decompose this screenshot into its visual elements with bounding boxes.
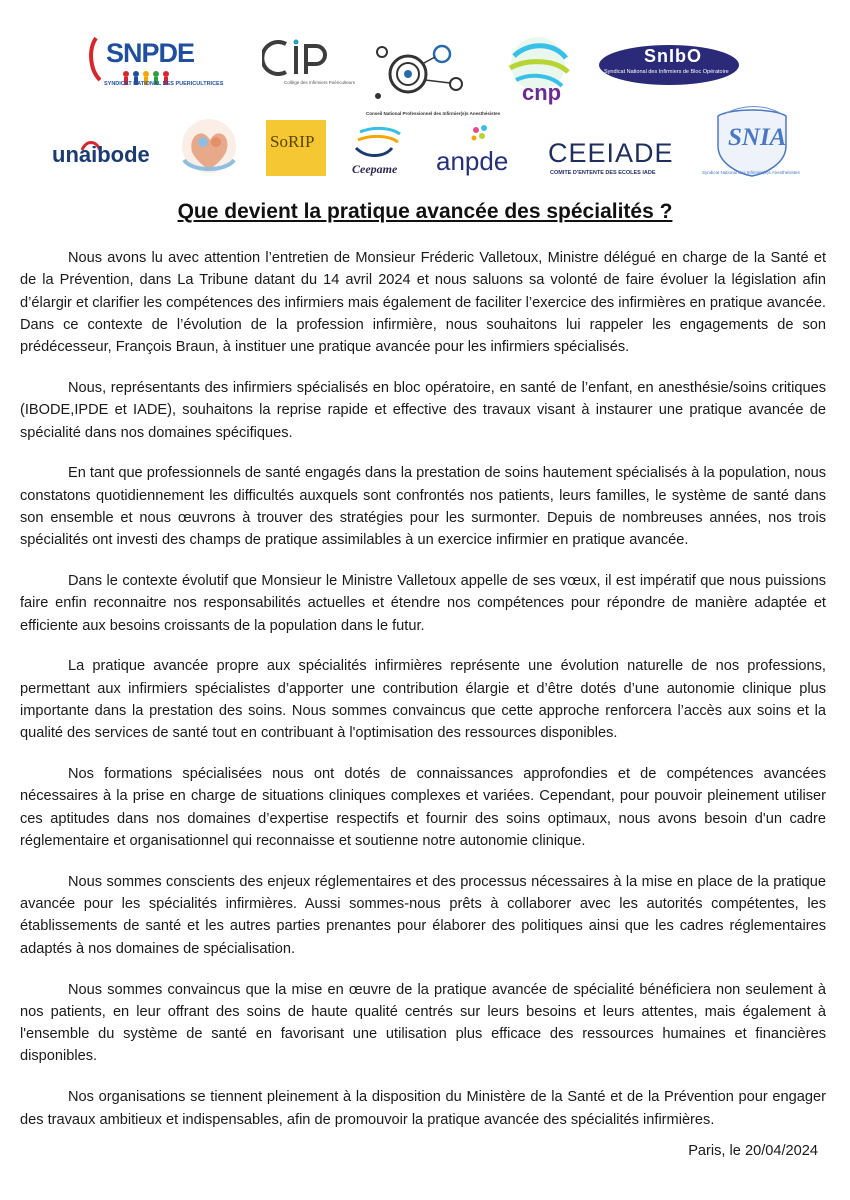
signature-date: Paris, le 20/04/2024	[688, 1143, 818, 1159]
swoosh-icon	[346, 124, 412, 164]
ceeiade-logo-name: CEEIADE	[548, 138, 674, 168]
cip-logo-subtitle: Collège des Infirmiers Puériculteurs	[284, 80, 356, 85]
cnp-logo	[494, 34, 578, 110]
sorip-logo-name: SoRIP	[270, 132, 315, 151]
unaibode-logo	[52, 138, 162, 168]
snia-logo-subtitle: Syndicat National des Infirmier(e)s Anesthésistes	[702, 170, 800, 175]
paragraph-8: Nous sommes convaincus que la mise en œuvre de la pratique avancée de spécialité bénéficiera non seulement à nos patients, en leur offrant des soins de haute qualité centrés sur leurs besoins et leurs attentes, mais également à l'ensemble du système de santé en favorisant une utilisation plus efficace des ressources humaines et financières disponibles.	[20, 981, 826, 1065]
anpde-logo	[436, 124, 522, 180]
hands-heart-logo	[178, 112, 240, 184]
anpde-dots-icon	[436, 124, 522, 148]
paragraph-3: En tant que professionnels de santé engagés dans la prestation de soins hautement spécialisés à la population, nous constatons quotidiennement les difficultés auxquels sont confrontés nos patients, leurs familles, le système de santé dans son ensemble et nous œuvrons à trouver des stratégies pour les surmonter. Depuis de nombreuses années, nos trois spécialités ont investi des champs de pratique assimilables à un exercice infirmier en pratique avancée.	[20, 465, 826, 549]
sorip-logo	[266, 120, 326, 176]
snpde-logo-subtitle: SYNDICAT NATIONAL DES PUERICULTRICES	[104, 81, 224, 87]
paragraph-4: Dans le contexte évolutif que Monsieur le Ministre Valletoux appelle de ses vœux, il est impératif que nous puissions faire enfin reconnaitre nos responsabilités actuelles et étendre nos compétences pour répondre de manière adaptée et efficiente aux besoins croissants de la population dans le futur.	[20, 573, 826, 634]
cnp-logo-name: cnp	[522, 80, 562, 105]
cnp-ia-logo-subtitle: Conseil National Professionnel des Infirmier(e)s Anesthésistes	[366, 111, 501, 116]
letter-body	[20, 247, 826, 1149]
ceeiade-logo-subtitle: COMITE D'ENTENTE DES ECOLES IADE	[550, 170, 656, 176]
snia-logo-name: SNIA	[728, 124, 787, 151]
snpde-logo-name: SNPDE	[106, 38, 195, 68]
paragraph-9: Nos organisations se tiennent pleinement à la disposition du Ministère de la Santé et de la Prévention pour engager des travaux ambitieux et indispensables, afin de promouvoir la pratique avancée des spécialités infirmières.	[20, 1089, 826, 1128]
paragraph-6: Nos formations spécialisées nous ont dotés de connaissances approfondies et de compétences avancées nécessaires à la prise en charge de situations cliniques complexes et variées. Cependant, pour pouvoir pleinement utiliser ces aptitudes dans nos domaines d’expertise respectifs et fournir des soins optimaux, nous avons besoin d'un cadre réglementaire et organisationnel qui reconnaisse et soutienne notre autonomie clinique.	[20, 766, 826, 850]
paragraph-7: Nous sommes conscients des enjeux réglementaires et des processus nécessaires à la mise en place de la pratique avancée pour les spécialités infirmières. Aussi sommes-nous prêts à collaborer avec les autorités compétentes, les établissements de santé et les autres parties prenantes pour élaborer des politiques ainsi que les cadres réglementaires adaptés à nos domaines de spécialisation.	[20, 873, 826, 957]
paragraph-1: Nous avons lu avec attention l’entretien de Monsieur Fréderic Valletoux, Ministre délégué en charge de la Santé et de la Prévention, dans La Tribune datant du 14 avril 2024 et nous saluons sa volonté de faire évoluer la législation afin d’élargir et clarifier les compétences des infirmiers mais également de faciliter l’exercice des infirmières en pratique avancée. Dans ce contexte de l’évolution de la profession infirmière, nous souhaitons lui rappeler les engagements de son prédécesseur, François Braun, à instituer une pratique avancée pour les infirmiers spécialisés.	[20, 250, 826, 356]
ceeiade-logo	[548, 138, 682, 182]
snpde-logo	[86, 30, 224, 92]
logo-banner	[0, 0, 850, 195]
ceepame-logo	[346, 124, 412, 180]
snibo-logo-subtitle: Syndicat National des Infirmiers de Bloc Opératoire	[604, 69, 729, 75]
anpde-logo-name: anpde	[436, 146, 509, 176]
page-title: Que devient la pratique avancée des spécialités ?	[177, 200, 673, 223]
ceepame-logo-name: Ceepame	[352, 162, 398, 176]
cip-logo	[262, 38, 356, 90]
paragraph-5: La pratique avancée propre aux spécialités infirmières représente une évolution naturelle de nos professions, permettant aux infirmiers spécialistes d’apporter une contribution élargie et d’être dotés d’une autonomie clinique plus importante dans la prestation des soins. Nous sommes convaincus que cette approche renforcera l’accès aux soins et la qualité des services de santé tout en contribuant à l'optimisation des ressources disponibles.	[20, 658, 826, 742]
circles-network-icon	[360, 40, 470, 110]
hands-heart-icon	[178, 112, 240, 184]
cnp-ia-logo	[360, 40, 501, 122]
cip-mark-icon	[262, 38, 338, 78]
snibo-logo	[598, 44, 740, 86]
snibo-logo-name: SnIbO	[644, 46, 702, 66]
snia-logo	[704, 106, 800, 180]
unaibode-logo-name: unaibode	[52, 142, 150, 167]
paragraph-2: Nous, représentants des infirmiers spécialisés en bloc opératoire, en santé de l’enfant, en anesthésie/soins critiques (IBODE,IPDE et IADE), souhaitons la reprise rapide et effective des travaux visant à instaurer une pratique avancée de spécialité dans nos domaines spécifiques.	[20, 379, 826, 441]
